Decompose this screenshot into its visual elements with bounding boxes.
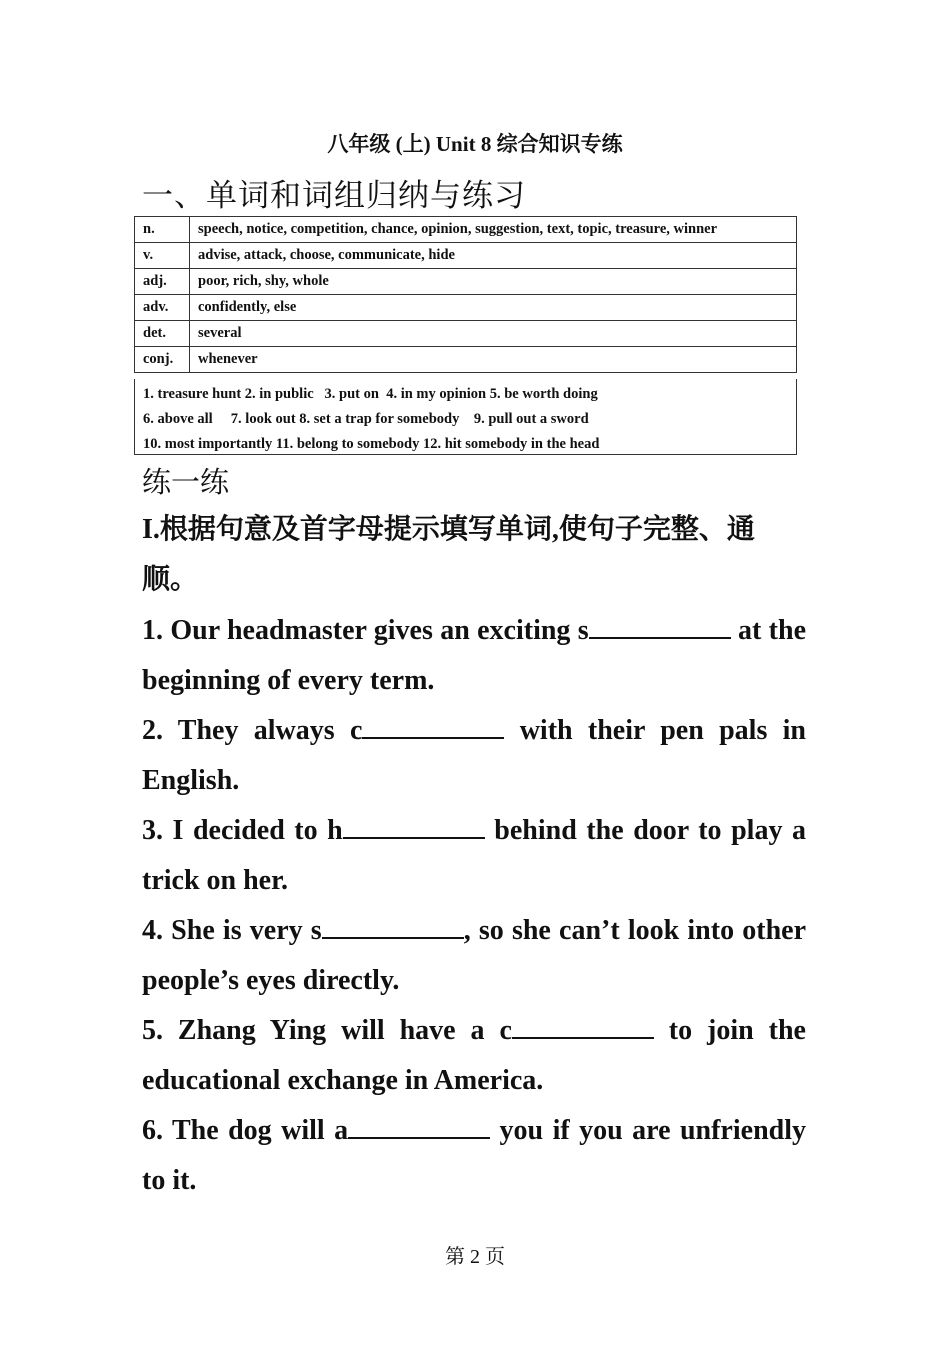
words-cell: poor, rich, shy, whole xyxy=(190,269,797,295)
answer-blank[interactable] xyxy=(322,909,464,939)
answer-blank[interactable] xyxy=(362,709,504,739)
table-row xyxy=(135,295,797,321)
phrase-line: 1. treasure hunt 2. in public 3. put on 4. in my opinion 5. be worth doing xyxy=(143,386,598,402)
question-item xyxy=(142,806,806,906)
question-text: behind the door to play a trick on her. xyxy=(142,815,806,896)
question-text: to join the educational exchange in America. xyxy=(142,1015,806,1096)
answer-blank[interactable] xyxy=(589,609,731,639)
words-cell: whenever xyxy=(190,347,797,373)
part-of-speech-cell: det. xyxy=(135,321,190,347)
answer-blank[interactable] xyxy=(348,1109,490,1139)
part-of-speech-cell: adv. xyxy=(135,295,190,321)
table-row xyxy=(135,269,797,295)
phrase-line: 6. above all 7. look out 8. set a trap for somebody 9. pull out a sword xyxy=(143,411,589,427)
page-number: 第 2 页 xyxy=(445,1246,505,1268)
words-cell: advise, attack, choose, communicate, hide xyxy=(190,243,797,269)
words-cell: several xyxy=(190,321,797,347)
answer-blank[interactable] xyxy=(343,809,485,839)
question-item xyxy=(142,1006,806,1106)
question-text: you if you are unfriendly to it. xyxy=(142,1115,806,1196)
words-cell: confidently, else xyxy=(190,295,797,321)
question-text: , so she can’t look into other people’s eyes directly. xyxy=(142,915,806,996)
question-item xyxy=(142,606,806,706)
question-text: 4. She is very s xyxy=(142,915,322,946)
question-item xyxy=(142,706,806,806)
question-text: at the beginning of every term. xyxy=(142,615,806,696)
part-of-speech-cell: v. xyxy=(135,243,190,269)
question-text: with their pen pals in English. xyxy=(142,715,807,796)
question-item xyxy=(142,1106,806,1206)
phrase-line: 10. most importantly 11. belong to somebody 12. hit somebody in the head xyxy=(143,436,600,452)
question-text: 3. I decided to h xyxy=(142,815,343,846)
table-row xyxy=(135,321,797,347)
question-list xyxy=(142,606,806,1206)
section-heading: 一、单词和词组归纳与练习 xyxy=(142,178,526,213)
table-row xyxy=(135,217,797,243)
question-text: 2. They always c xyxy=(142,715,363,746)
document-title: 八年级 (上) Unit 8 综合知识专练 xyxy=(327,132,623,156)
vocabulary-table xyxy=(134,216,797,373)
question-item xyxy=(142,906,806,1006)
part-of-speech-cell: n. xyxy=(135,217,190,243)
question-text: 1. Our headmaster gives an exciting s xyxy=(142,615,589,646)
question-text: 6. The dog will a xyxy=(142,1115,349,1146)
part-of-speech-cell: conj. xyxy=(135,347,190,373)
answer-blank[interactable] xyxy=(512,1009,654,1039)
exercise-instructions: I.根据句意及首字母提示填写单词,使句子完整、通顺。 xyxy=(142,514,755,595)
part-of-speech-cell: adj. xyxy=(135,269,190,295)
table-row xyxy=(135,347,797,373)
phrases-box xyxy=(134,379,797,455)
table-row xyxy=(135,243,797,269)
question-text: 5. Zhang Ying will have a c xyxy=(142,1015,512,1046)
practice-heading: 练一练 xyxy=(142,467,230,499)
words-cell: speech, notice, competition, chance, opinion, suggestion, text, topic, treasure, winner xyxy=(190,217,797,243)
